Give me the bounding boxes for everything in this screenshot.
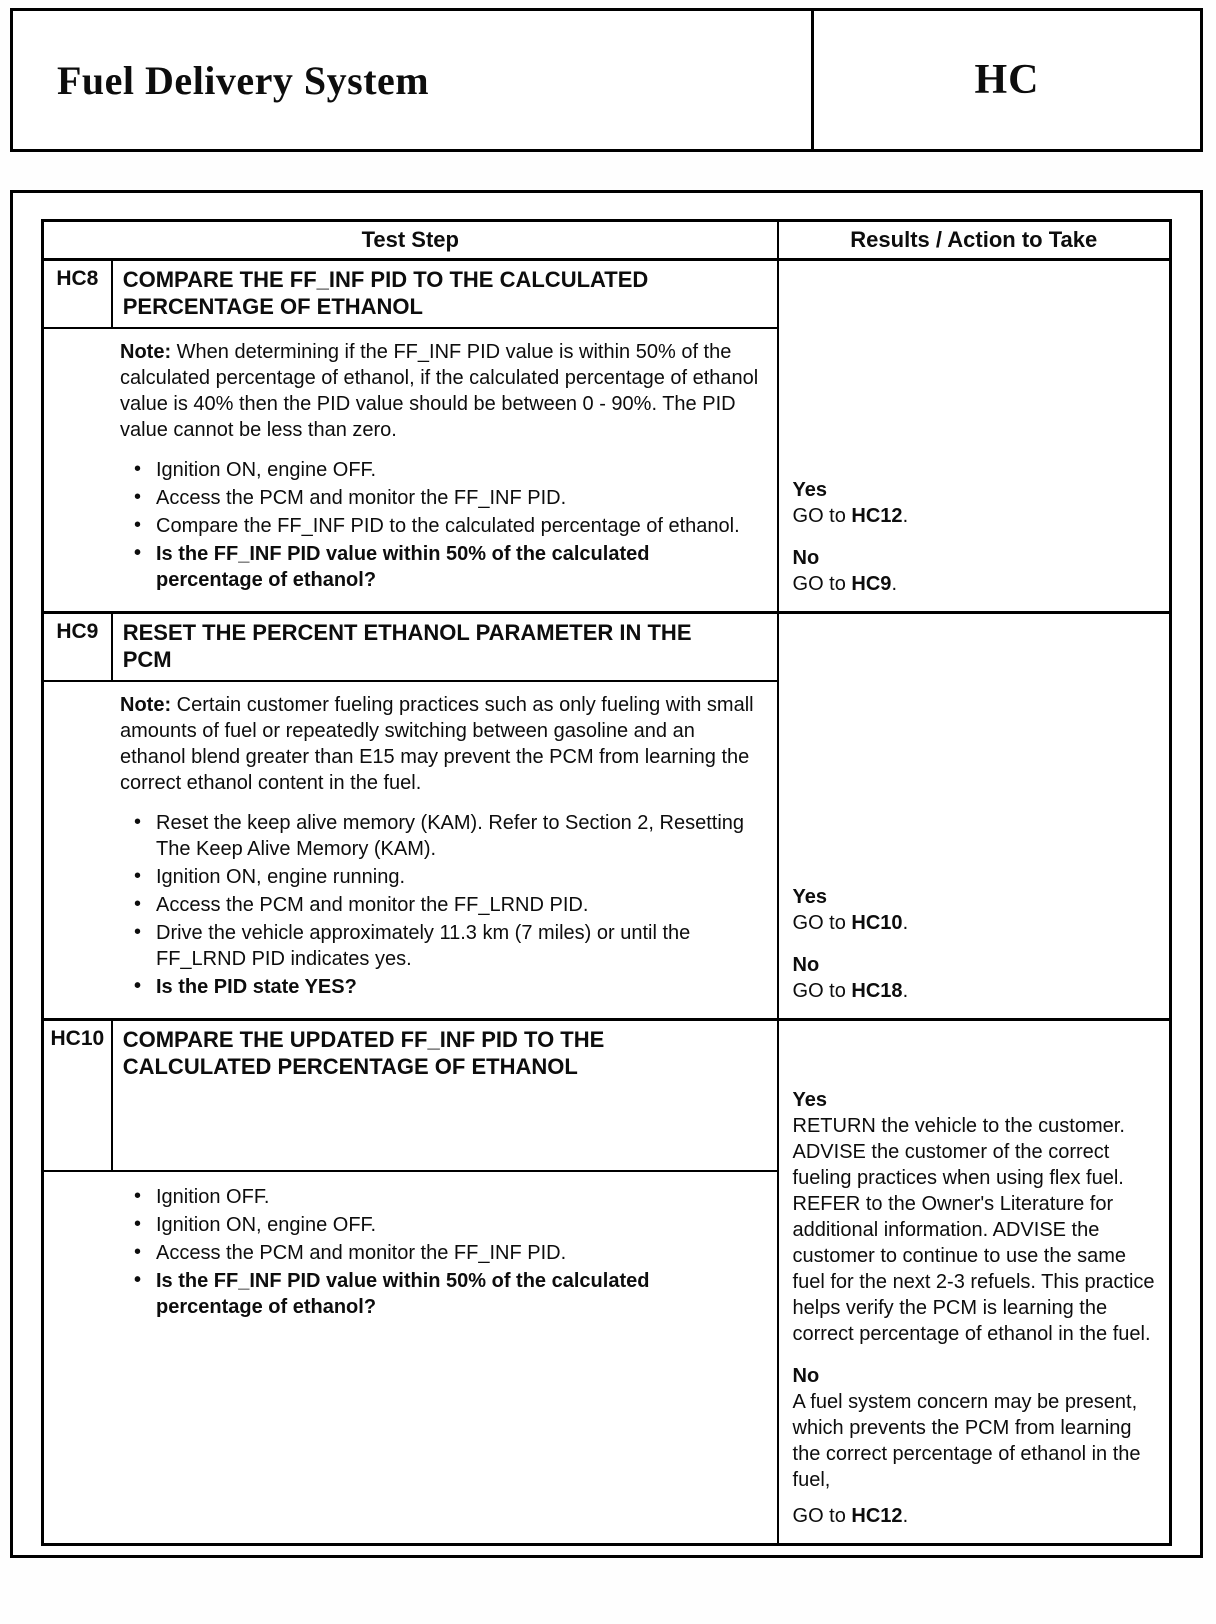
result-block bbox=[793, 1363, 1159, 1529]
table-body bbox=[43, 260, 1171, 1545]
step-bullet-list bbox=[120, 457, 761, 593]
step-id: HC9 bbox=[43, 613, 112, 682]
result-action: A fuel system concern may be present, which prevents the PCM from learning the correct percentage of ethanol in the fuel, bbox=[792, 1391, 1141, 1491]
step-bullet bbox=[120, 1184, 761, 1210]
bullet-text: Drive the vehicle approximately 11.3 km (7 miles) or until the FF_LRND PID indicates yes. bbox=[156, 922, 691, 970]
result-block bbox=[793, 477, 1159, 529]
pinpoint-test-table bbox=[41, 219, 1172, 1546]
step-bullet bbox=[120, 513, 761, 539]
step-bullet bbox=[120, 1268, 761, 1320]
bullet-icon: • bbox=[134, 1241, 142, 1264]
bullet-icon: • bbox=[134, 1269, 142, 1292]
results-cell bbox=[778, 613, 1171, 1020]
content-box bbox=[10, 190, 1203, 1558]
step-bullet bbox=[120, 541, 761, 593]
step-body bbox=[43, 328, 778, 613]
result-answer: No bbox=[792, 547, 820, 569]
bullet-icon: • bbox=[134, 865, 142, 887]
result-action: RETURN the vehicle to the customer. ADVISE the customer of the correct fueling practices when using flex fuel. REFER to the Owner's Literature for additional information. ADVISE the customer to continue to use the same fuel for the next 2-3 refuels. This practice helps verify the PCM is learning the correct percentage of ethanol in the fuel. bbox=[792, 1115, 1155, 1345]
col-header-results: Results / Action to Take bbox=[778, 221, 1171, 260]
result-block bbox=[793, 1087, 1159, 1347]
bullet-text: Compare the FF_INF PID to the calculated percentage of ethanol. bbox=[156, 515, 740, 537]
step-bullet bbox=[120, 920, 761, 972]
page-title: Fuel Delivery System bbox=[57, 57, 430, 103]
step-body bbox=[43, 681, 778, 1020]
bullet-text: Ignition OFF. bbox=[156, 1186, 270, 1209]
bullet-icon: • bbox=[134, 811, 142, 833]
table-header-row bbox=[43, 221, 1171, 260]
header-code-area bbox=[811, 11, 1200, 149]
step-bullet bbox=[120, 457, 761, 483]
result-block bbox=[793, 884, 1159, 936]
result-action: GO to HC10. bbox=[792, 912, 909, 934]
bullet-text: Access the PCM and monitor the FF_LRND PID. bbox=[156, 894, 589, 916]
bullet-icon: • bbox=[134, 542, 142, 564]
step-bullet bbox=[120, 1240, 761, 1266]
step-title: COMPARE THE UPDATED FF_INF PID TO THE CALCULATED PERCENTAGE OF ETHANOL bbox=[112, 1020, 778, 1172]
step-bullet bbox=[120, 485, 761, 511]
step-bullet-list bbox=[120, 1184, 761, 1320]
result-action: GO to HC12. bbox=[792, 1505, 909, 1527]
step-bullet-list bbox=[120, 810, 761, 1000]
bullet-icon: • bbox=[134, 486, 142, 508]
result-answer: No bbox=[792, 954, 820, 976]
bullet-text: Access the PCM and monitor the FF_INF PID. bbox=[156, 1242, 567, 1265]
result-answer: Yes bbox=[792, 1089, 827, 1111]
bullet-text: Ignition ON, engine OFF. bbox=[156, 459, 377, 481]
test-step-title-row bbox=[43, 260, 1171, 329]
bullet-text: Is the FF_INF PID value within 50% of the calculated percentage of ethanol? bbox=[156, 1270, 650, 1319]
step-title: RESET THE PERCENT ETHANOL PARAMETER IN THE PCM bbox=[112, 613, 778, 682]
result-answer: Yes bbox=[792, 886, 827, 908]
bullet-icon: • bbox=[134, 975, 142, 997]
results-cell bbox=[778, 260, 1171, 613]
test-step-title-row bbox=[43, 613, 1171, 682]
bullet-text: Reset the keep alive memory (KAM). Refer to Section 2, Resetting The Keep Alive Memory (KAM). bbox=[156, 812, 745, 860]
results-cell bbox=[778, 1020, 1171, 1545]
step-note: Note: When determining if the FF_INF PID value is within 50% of the calculated percentage of ethanol, if the calculated percentage of ethanol value is 40% then the PID value should be between 0 - 90%. The PID value cannot be less than zero. bbox=[120, 341, 759, 441]
bullet-text: Ignition ON, engine OFF. bbox=[156, 1214, 377, 1237]
result-action: GO to HC12. bbox=[792, 505, 909, 527]
step-title: COMPARE THE FF_INF PID TO THE CALCULATED PERCENTAGE OF ETHANOL bbox=[112, 260, 778, 329]
result-block bbox=[793, 545, 1159, 597]
bullet-text: Ignition ON, engine running. bbox=[156, 866, 406, 888]
result-action: GO to HC9. bbox=[792, 573, 897, 595]
step-note: Note: Certain customer fueling practices such as only fueling with small amounts of fuel or repeatedly switching between gasoline and an ethanol blend greater than E15 may prevent the PCM from learning the correct ethanol content in the fuel. bbox=[120, 694, 754, 794]
step-bullet bbox=[120, 892, 761, 918]
step-id: HC8 bbox=[43, 260, 112, 329]
step-bullet bbox=[120, 864, 761, 890]
result-block bbox=[793, 952, 1159, 1004]
result-answer: No bbox=[792, 1365, 820, 1387]
header-title-area bbox=[13, 11, 811, 149]
result-action: GO to HC18. bbox=[792, 980, 909, 1002]
step-bullet bbox=[120, 974, 761, 1000]
test-step-title-row bbox=[43, 1020, 1171, 1172]
result-answer: Yes bbox=[792, 479, 827, 501]
bullet-text: Is the FF_INF PID value within 50% of the calculated percentage of ethanol? bbox=[156, 543, 650, 591]
step-bullet bbox=[120, 810, 761, 862]
step-id: HC10 bbox=[43, 1020, 112, 1172]
bullet-icon: • bbox=[134, 921, 142, 943]
bullet-text: Is the PID state YES? bbox=[156, 976, 357, 998]
step-body bbox=[43, 1171, 778, 1544]
document-header bbox=[10, 8, 1203, 152]
bullet-icon: • bbox=[134, 1185, 142, 1208]
bullet-icon: • bbox=[134, 893, 142, 915]
bullet-icon: • bbox=[134, 514, 142, 536]
col-header-test-step: Test Step bbox=[43, 221, 778, 260]
section-code: HC bbox=[974, 57, 1040, 103]
step-bullet bbox=[120, 1212, 761, 1238]
bullet-icon: • bbox=[134, 1213, 142, 1236]
bullet-icon: • bbox=[134, 458, 142, 480]
bullet-text: Access the PCM and monitor the FF_INF PID. bbox=[156, 487, 567, 509]
